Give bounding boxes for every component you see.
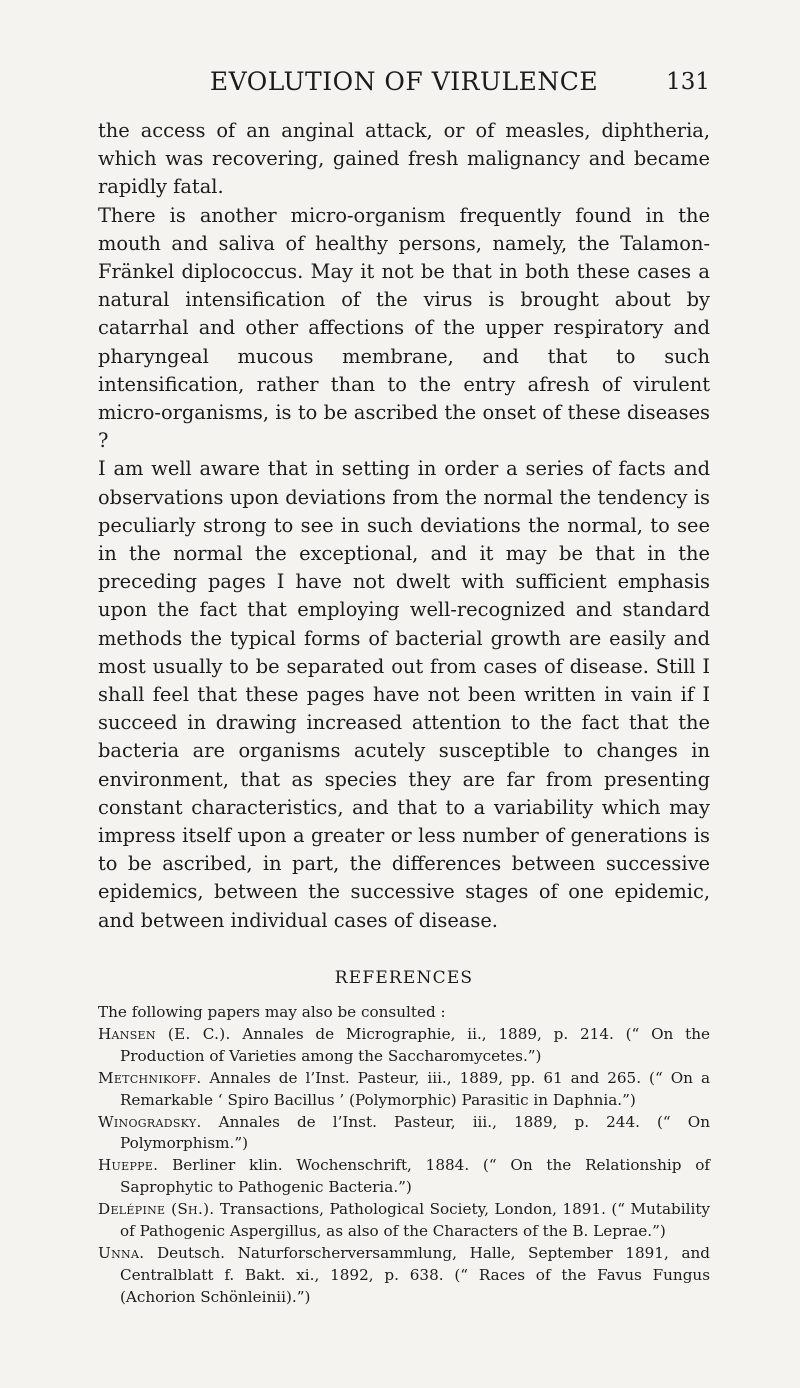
reference-item xyxy=(98,1068,710,1112)
reference-item xyxy=(98,1155,710,1199)
reference-text: Berliner klin. Wochenschrift, 1884. (“ On the Relationship of Saprophytic to Pathogenic Bacteria.”) xyxy=(120,1156,711,1197)
reference-text: Annales de l’Inst. Pasteur, iii., 1889, p. 244. (“ On Polymorphism.”) xyxy=(120,1112,710,1153)
body-text xyxy=(98,117,710,935)
paragraph: I am well aware that in setting in order a series of facts and observations upon deviations from the normal the tendency is peculiarly strong to see in such deviations the normal, to see in the normal the exceptional, and it may be that in the preceding pages I have not dwelt with sufficient emphasis upon the fact that employing well-recognized and standard methods the typical forms of bacterial growth are easily and most usually to be separated out from cases of disease. Still I shall feel that these pages have not been written in vain if I succeed in drawing increased attention to the fact that the bacteria are organisms acutely susceptible to changes in environment, that as species they are far from presenting constant characteristics, and that to a variability which may impress itself upon a greater or less number of generations is to be ascribed, in part, the differences between successive epidemics, between the successive stages of one epidemic, and between individual cases of disease. xyxy=(98,457,710,932)
paragraph: the access of an anginal attack, or of measles, diphtheria, which was recovering, gained fresh malignancy and became rapidly fatal. xyxy=(98,119,710,199)
reference-author: Metchnikoff. xyxy=(98,1068,202,1087)
reference-author: Hansen (E. C.). xyxy=(98,1024,231,1043)
reference-item xyxy=(98,1243,710,1309)
reference-author: Winogradsky. xyxy=(98,1112,202,1131)
references-list xyxy=(98,1002,710,1309)
reference-item xyxy=(98,1199,710,1243)
reference-text: Deutsch. Naturforscherversammlung, Halle, September 1891, and Centralblatt f. Bakt. xi., 1892, p. 638. (“ Races of the Favus Fungus (Achorion Schönleinii).”) xyxy=(120,1243,710,1306)
reference-text: Transactions, Pathological Society, London, 1891. (“ Mutability of Pathogenic Aspergillus, as also of the Characters of the B. Leprae.”) xyxy=(120,1200,711,1241)
references-heading: REFERENCES xyxy=(334,968,474,988)
reference-item xyxy=(98,1024,710,1068)
reference-text: Annales de l’Inst. Pasteur, iii., 1889, pp. 61 and 265. (“ On a Remarkable ‘ Spiro Bacillus ’ (Polymorphic) Parasitic in Daphnia.”) xyxy=(120,1068,711,1109)
page-number: 131 xyxy=(666,69,710,95)
reference-item xyxy=(98,1112,710,1156)
running-title: EVOLUTION OF VIRULENCE xyxy=(209,67,599,96)
reference-author: Delépine (Sh.). xyxy=(98,1200,215,1219)
reference-author: Hueppe. xyxy=(98,1156,159,1175)
reference-author: Unna. xyxy=(98,1243,145,1262)
paragraph: There is another micro-organism frequently found in the mouth and saliva of healthy persons, namely, the Talamon-Fränkel diplococcus. May it not be that in both these cases a natural intensification of the virus is brought about by catarrhal and other affections of the upper respiratory and pharyngeal mucous membrane, and that to such intensification, rather than to the entry afresh of virulent micro-organisms, is to be ascribed the onset of these diseases ? xyxy=(98,203,710,453)
references-intro: The following papers may also be consulted : xyxy=(98,1003,446,1021)
running-head xyxy=(98,62,710,102)
reference-text: Annales de Micrographie, ii., 1889, p. 214. (“ On the Production of Varieties among the Saccharomycetes.”) xyxy=(120,1024,710,1065)
